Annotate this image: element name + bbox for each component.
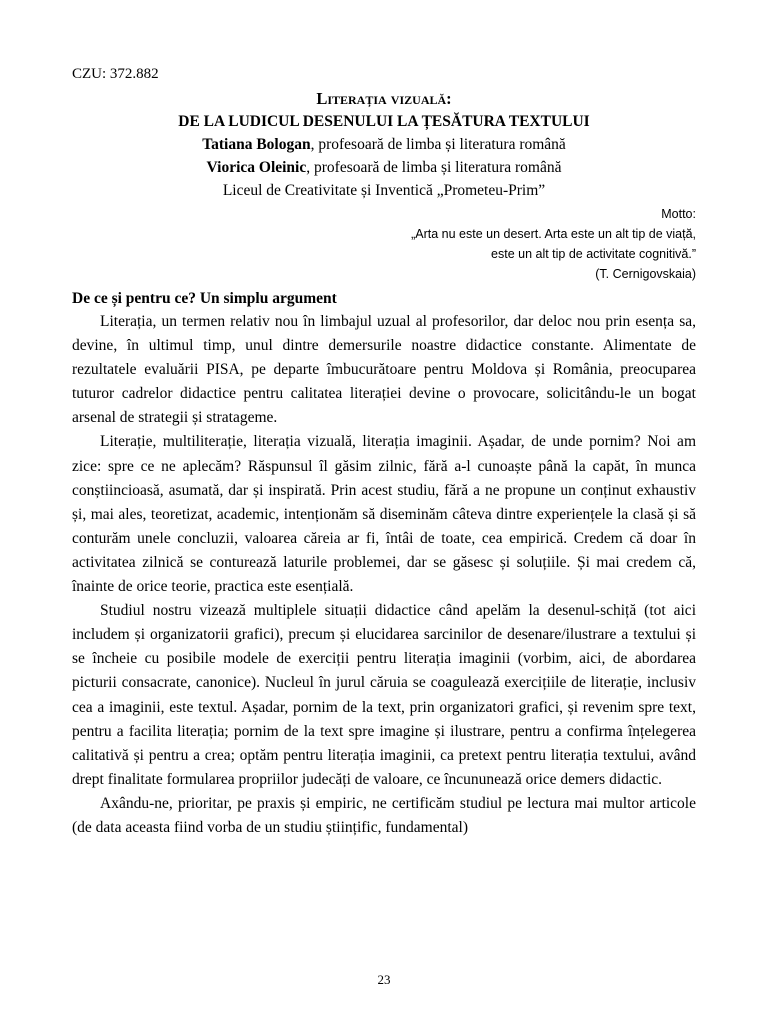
title-line-2: DE LA LUDICUL DESENULUI LA ȚESĂTURA TEXTULUI xyxy=(178,113,590,130)
czu-code: CZU: 372.882 xyxy=(72,66,159,82)
title-line-1: Literația vizuală: xyxy=(316,89,452,108)
paragraph-1: Literația, un termen relativ nou în limbajul uzual al profesorilor, dar deloc nou prin esența sa, devine, în ultimul timp, unul dintre demersurile noastre didactice constante. Alimentate de rezultatele evaluării PISA, pe departe îmbucurătoare pentru Moldova și România, preocuparea tuturor cadrelor didactice pentru calitatea literației devine o provocare, solicitându-le un bogat arsenal de strategii și stratageme. xyxy=(72,313,696,427)
paragraph-3: Studiul nostru vizează multiplele situații didactice când apelăm la desenul-schiță (tot aici includem și organizatorii grafici), precum și elucidarea sarcinilor de desenare/ilustrare a textului și se încheie cu posibile modele de exerciții pentru literația imaginii (vorbim, aici, de abordarea picturii consacrate, canonice). Nucleul în jurul căruia se coagulează exercițiile de literație, inclusiv cea a imaginii, este textul. Așadar, pornim de la text, prin organizatori grafici, și revenim spre text, pentru a facilita literația; pornim de la text spre imagine și ilustrare, pentru a confirma înțelegerea calitativă și pentru a crea; optăm pentru literația imaginii, ca pretext pentru literația textului, având drept finalitate formularea propriilor judecăți de valoare, ce încununează orice demers didactic. xyxy=(72,602,696,788)
author-1 xyxy=(72,133,696,156)
author-2-name: Viorica Oleinic xyxy=(206,159,307,176)
paragraph-2: Literație, multiliterație, literația vizuală, literația imaginii. Așadar, de unde pornim? Noi am zice: spre ce ne aplecăm? Răspunsul îl găsim zilnic, fără a-l cunoaște până la capăt, în munca conștiincioasă, asumată, dar și inspirată. Prin acest studiu, fără a ne propune un conținut exhaustiv și, mai ales, teoretizat, academic, intenționăm să diseminăm câteva dintre experiențele la clasă și să conturăm unele concluzii, valoarea căreia ar fi, întâi de toate, cea empirică. Credem că doar în activitatea zilnică se conturează laturile problemei, dar se găsesc și soluțiile. Și mai credem că, înainte de orice teorie, practica este esențială. xyxy=(72,433,696,596)
institution: Liceul de Creativitate și Inventică „Prometeu-Prim” xyxy=(222,182,546,199)
author-2-role: , profesoară de limba și literatura română xyxy=(306,159,562,176)
author-2 xyxy=(72,156,696,179)
page-number: 23 xyxy=(377,972,391,987)
section-heading: De ce și pentru ce? Un simplu argument xyxy=(72,290,337,307)
motto-label: Motto: xyxy=(661,207,696,221)
motto-line-1: „Arta nu este un desert. Arta este un alt tip de viață, xyxy=(411,227,696,241)
motto xyxy=(72,204,696,284)
motto-author: (T. Cernigovskaia) xyxy=(595,267,696,281)
paragraph-4: Axându-ne, prioritar, pe praxis și empiric, ne certificăm studiul pe lectura mai multor articole (de data aceasta fiind vorba de un studiu științific, fundamental) xyxy=(72,794,696,836)
author-1-role: , profesoară de limba și literatura română xyxy=(310,136,566,153)
author-1-name: Tatiana Bologan xyxy=(202,136,311,153)
document-page xyxy=(72,66,696,840)
motto-line-2: este un alt tip de activitate cognitivă.” xyxy=(491,247,696,261)
